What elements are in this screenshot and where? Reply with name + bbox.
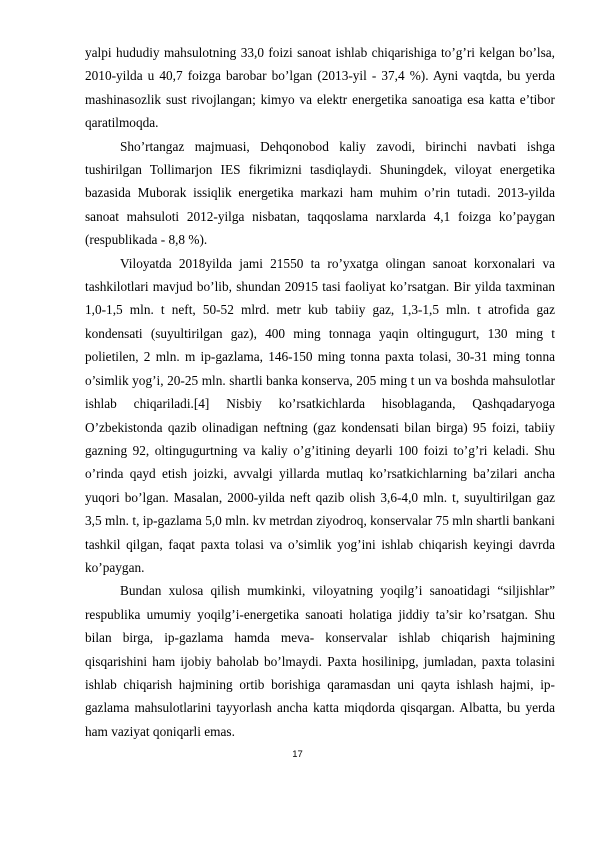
- document-page: [85, 41, 555, 743]
- paragraph-4: Bundan xulosa qilish mumkinki, viloyatning yoqilg’i sanoatidagi “siljishlar” respublika umumiy yoqilg’i-energetika sanoati holatiga jiddiy ta’sir ko’rsatgan. Shu bilan birga, ip-gazlama hamda meva- konservalar ishlab chiqarish hajmining qisqarishini ham ijobiy baholab bo’lmaydi. Paxta hosilinipg, jumladan, paxta tolasini ishlab chiqarish hajmining ortib borishiga qaramasdan uni qayta ishlash hajmi, ip-gazlama mahsulotlarini tayyorlash ancha katta miqdorda qisqargan. Albatta, bu yerda ham vaziyat qoniqarli emas.: [85, 583, 555, 739]
- paragraph-2: Sho’rtangaz majmuasi, Dehqonobod kaliy zavodi, birinchi navbati ishga tushirilgan Tollimarjon IES fikrimizni tasdiqlaydi. Shuningdek, viloyat energetika bazasida Muborak issiqlik energetika markazi ham muhim o’rin tutadi. 2013-yilda sanoat mahsuloti 2012-yilga nisbatan, taqqoslama narxlarda 4,1 foizga ko’paygan (respublikada - 8,8 %).: [85, 138, 555, 248]
- paragraph-1: yalpi hududiy mahsulotning 33,0 foizi sanoat ishlab chiqarishiga to’g’ri kelgan bo’lsa, 2010-yilda u 40,7 foizga barobar bo’lgan (2013-yil - 37,4 %). Ayni vaqtda, bu yerda mashinasozlik sust rivojlangan; kimyo va elektr energetika sanoatiga esa katta e’tibor qaratilmoqda.: [85, 45, 555, 131]
- paragraph-3: Viloyatda 2018yilda jami 21550 ta ro’yxatga olingan sanoat korxonalari va tashkilotlari mavjud bo’lib, shundan 20915 tasi faoliyat ko’rsatgan. Bir yilda taxminan 1,0-1,5 mln. t neft, 50-52 mlrd. metr kub tabiiy gaz, 1,3-1,5 mln. t atrofida gaz kondensati (suyultirilgan gaz), 400 ming tonnaga yaqin oltingugurt, 130 ming t polietilen, 2 mln. m ip-gazlama, 146-150 ming tonna paxta tolasi, 30-31 ming tonna o’simlik yog’i, 20-25 mln. shartli banka konserva, 205 ming t un va boshda mahsulotlar ishlab chiqariladi.[4] Nisbiy ko’rsatkichlarda hisoblaganda, Qashqadaryoga O’zbekistonda qazib olinadigan neftning (gaz kondensati bilan birga) 95 foizi, tabiiy gazning 92, oltingugurtning va kaliy o’g’itining deyarli 100 foizi to’g’ri keladi. Shu o’rinda qayd etish joizki, avvalgi yillarda mutlaq ko’rsatkichlarning ba’zilari ancha yuqori bo’lgan. Masalan, 2000-yilda neft qazib olish 3,6-4,0 mln. t, suyultirilgan gaz 3,5 mln. t, ip-gazlama 5,0 mln. kv metrdan ziyodroq, konservalar 75 mln shartli bankani tashkil qilgan, faqat paxta tolasi va o’simlik yog’ini ishlab chiqarish keyingi davrda ko’paygan.: [85, 255, 555, 575]
- page-number: 17: [292, 749, 303, 760]
